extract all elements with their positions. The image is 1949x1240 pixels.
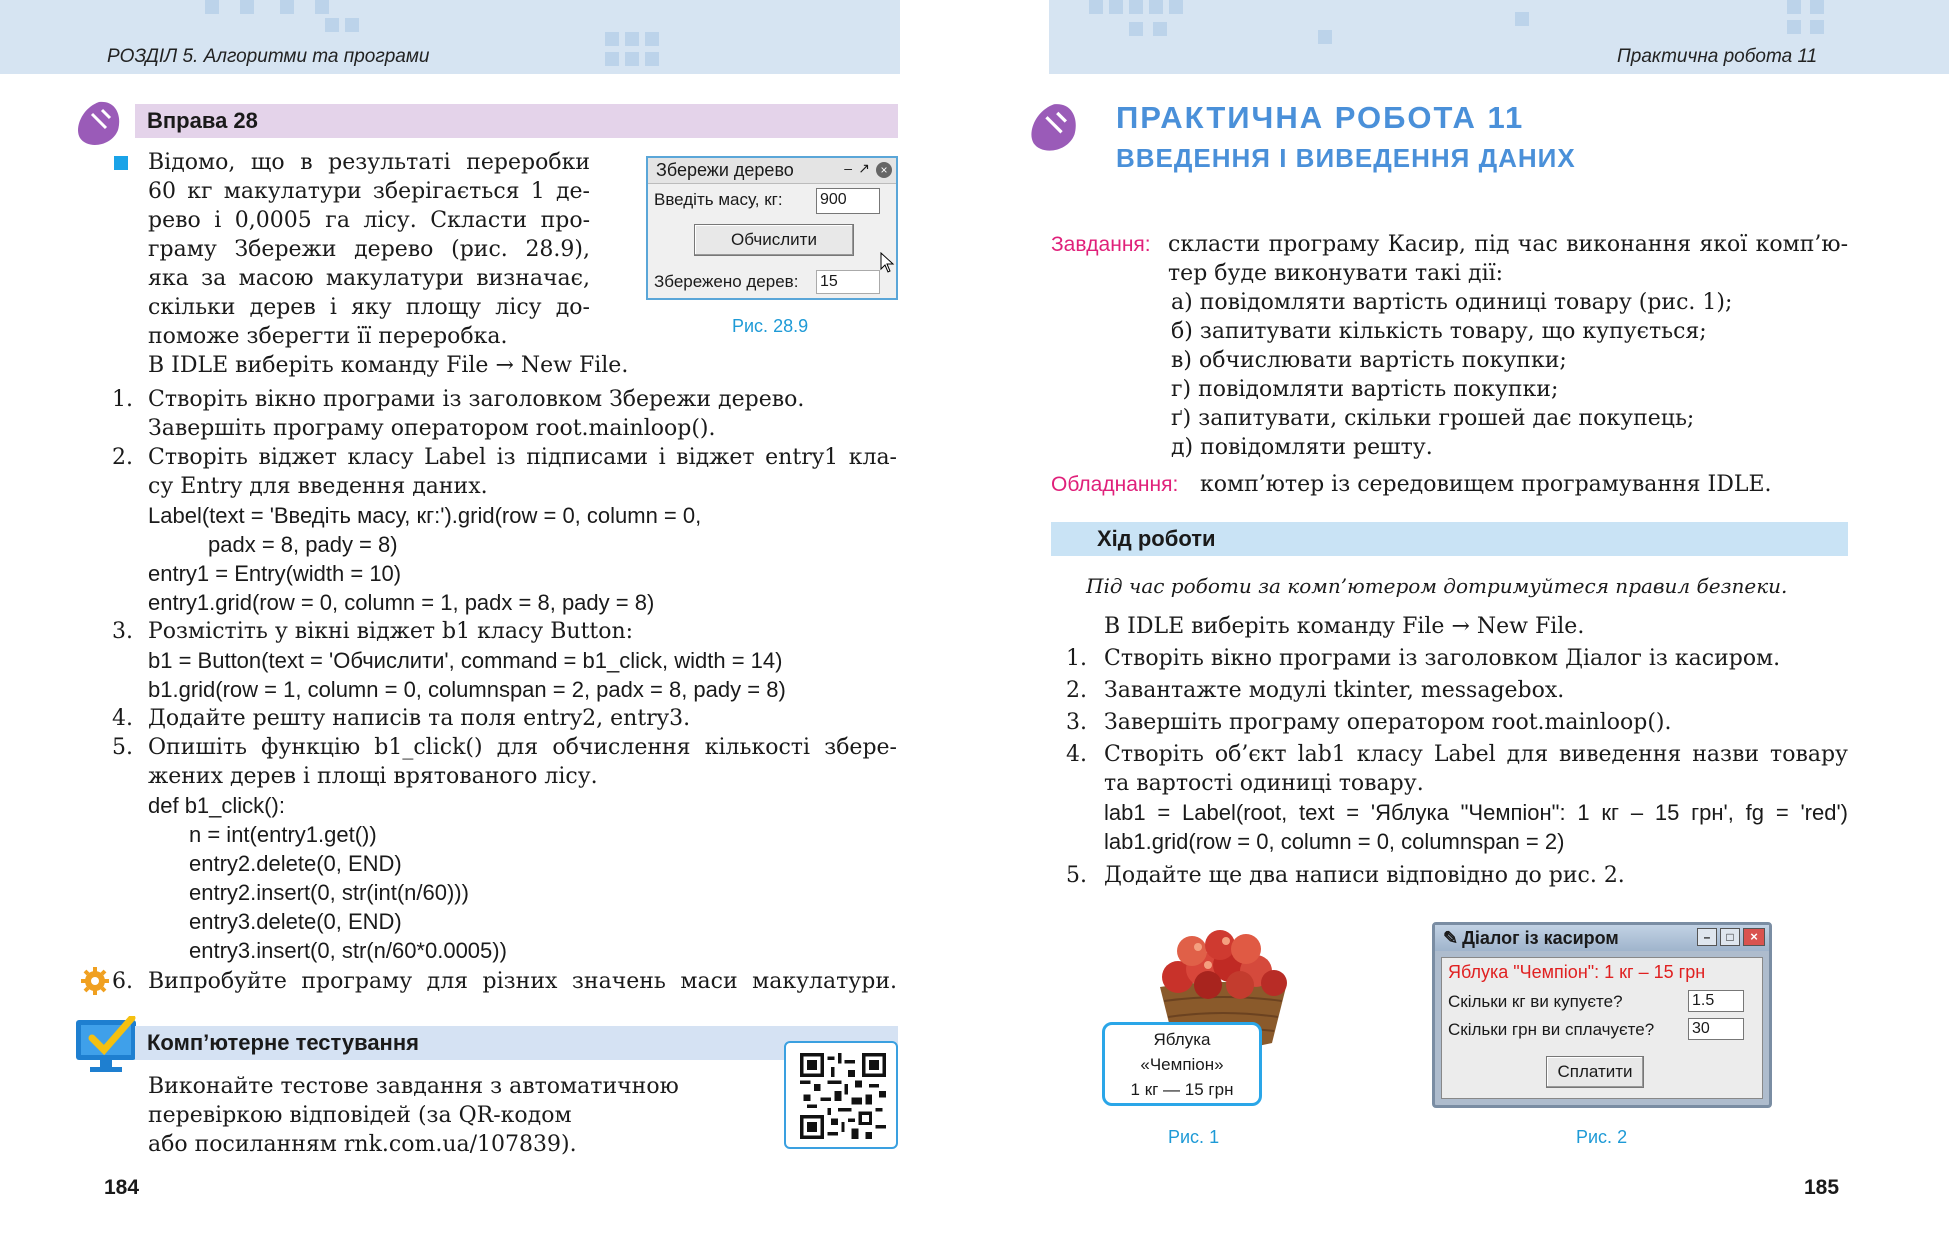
feather-icon: ✎ bbox=[1443, 927, 1459, 948]
equipment-text: комп’ютер із середовищем програмування IDLE. bbox=[1200, 472, 1772, 497]
close-icon[interactable]: × bbox=[1743, 928, 1765, 946]
exercise-intro: Відомо, що в результаті переробки 60 кг макулатури зберігається 1 де- рево і 0,0005 га лісу. Скласти про- граму Збережи дерево (рис. 28.9), яка за масою макулатури визначає, скільки дерев і яку площу лісу до- поможе зберегти її переробка. В IDLE виберіть команду File → New File. bbox=[148, 150, 629, 378]
step-number: 1. bbox=[112, 387, 133, 412]
qr-code[interactable] bbox=[784, 1041, 898, 1149]
code-line: padx = 8, pady = 8) bbox=[208, 532, 398, 557]
step-number: 2. bbox=[1066, 678, 1087, 703]
testing-title: Комп’ютерне тестування bbox=[135, 1026, 898, 1060]
dialog-body bbox=[1441, 957, 1763, 1099]
step-2: Створіть віджет класу Label із підписами і віджет entry1 кла- су Entry для введення даних. Label(text = 'Введіть масу, кг:').grid(row = 0, column = 0, padx = 8, pady = 8) entry1 = Entry(width = 10) entry1.grid(row = 0, column = 1, padx = 8, pady = 8) bbox=[148, 445, 897, 615]
step-2-right: Завантажте модулі tkinter, messagebox. bbox=[1104, 678, 1565, 703]
step-number: 5. bbox=[112, 735, 133, 760]
code-line: lab1.grid(row = 0, column = 0, columnspan = 2) bbox=[1104, 829, 1565, 854]
trees-label: Збережено дерев: bbox=[654, 272, 799, 291]
code-line: entry2.delete(0, END) bbox=[189, 851, 402, 876]
running-head-left: РОЗДІЛ 5. Алгоритми та програми bbox=[107, 46, 430, 67]
mouse-icon bbox=[1027, 100, 1081, 156]
dialog-title: Діалог із касиром bbox=[1462, 927, 1619, 948]
window-titlebar bbox=[648, 158, 896, 184]
code-line: entry3.delete(0, END) bbox=[189, 909, 402, 934]
practical-title: ПРАКТИЧНА РОБОТА 11 bbox=[1116, 100, 1525, 135]
figure-caption-2: Рис. 2 bbox=[1576, 1127, 1628, 1147]
bullet-square bbox=[114, 156, 128, 170]
step-1: Створіть вікно програми із заголовком Збережи дерево. Завершіть програму оператором root.mainloop(). bbox=[148, 387, 805, 441]
code-line: Label(text = 'Введіть масу, кг:').grid(row = 0, column = 0, bbox=[148, 503, 702, 528]
step-number: 3. bbox=[112, 619, 133, 644]
dialog-titlebar bbox=[1435, 925, 1769, 951]
page-number-left: 184 bbox=[104, 1176, 140, 1199]
code-line: entry1.grid(row = 0, column = 1, padx = 8, pady = 8) bbox=[148, 590, 655, 615]
code-line: entry2.insert(0, str(int(n/60))) bbox=[189, 880, 469, 905]
mouse-icon bbox=[74, 98, 124, 150]
save-tree-window bbox=[646, 156, 898, 300]
payment-label: Скільки грн ви сплачуєте? bbox=[1448, 1020, 1655, 1039]
step-number: 4. bbox=[1066, 742, 1087, 767]
step-4: Додайте решту написів та поля entry2, entry3. bbox=[148, 706, 691, 731]
step-number: 1. bbox=[1066, 646, 1087, 671]
equipment-label: Обладнання: bbox=[1051, 473, 1179, 496]
restore-icon[interactable]: ↗ bbox=[858, 160, 870, 176]
code-line: b1 = Button(text = 'Обчислити', command = b1_click, width = 14) bbox=[148, 648, 783, 673]
minimize-icon[interactable]: – bbox=[1697, 928, 1717, 946]
maximize-icon[interactable]: □ bbox=[1720, 928, 1740, 946]
code-line: entry1 = Entry(width = 10) bbox=[148, 561, 402, 586]
step-number: 6. bbox=[112, 969, 133, 994]
task-text: скласти програму Касир, під час виконання якої комп’ю- тер буде виконувати такі дії: а) повідомляти вартість одиниці товару (рис. 1); б) запитувати кількість товару, що купується; в) обчислювати вартість покупки; г) повідомляти вартість покупки; ґ) запитувати, скільки грошей дає покупець; д) повідомляти решту. bbox=[1168, 232, 1848, 460]
step-number: 5. bbox=[1066, 863, 1087, 888]
progress-title: Хід роботи bbox=[1051, 522, 1848, 556]
step-number: 3. bbox=[1066, 710, 1087, 735]
step-3-right: Завершіть програму оператором root.mainloop(). bbox=[1104, 710, 1672, 735]
testing-text: Виконайте тестове завдання з автоматичною перевіркою відповідей (за QR-кодом або посиланням rnk.com.ua/107839). bbox=[148, 1074, 679, 1157]
mass-input[interactable]: 900 bbox=[816, 188, 880, 214]
figure-caption-28-9: Рис. 28.9 bbox=[732, 316, 809, 336]
monitor-check-icon bbox=[74, 1016, 142, 1074]
code-line: def b1_click(): bbox=[148, 793, 285, 818]
code-line: lab1 = Label(root, text = 'Яблука "Чемпіон": 1 кг – 15 грн', fg = 'red') bbox=[1104, 800, 1848, 825]
payment-input[interactable]: 30 bbox=[1688, 1018, 1744, 1040]
safety-note: Під час роботи за комп’ютером дотримуйтеся правил безпеки. bbox=[1086, 574, 1788, 598]
mass-label: Введіть масу, кг: bbox=[654, 190, 783, 209]
task-label: Завдання: bbox=[1051, 233, 1151, 256]
running-head-right: Практична робота 11 bbox=[1617, 46, 1818, 67]
minimize-icon[interactable]: – bbox=[844, 160, 852, 176]
apple-price-tag: Яблука «Чемпіон» 1 кг — 15 грн bbox=[1102, 1022, 1262, 1106]
price-label: Яблука "Чемпіон": 1 кг – 15 грн bbox=[1448, 962, 1706, 982]
step-number: 4. bbox=[112, 706, 133, 731]
close-icon[interactable]: × bbox=[876, 162, 892, 178]
idle-line-right: В IDLE виберіть команду File → New File. bbox=[1104, 614, 1585, 639]
code-line: n = int(entry1.get()) bbox=[189, 822, 377, 847]
step-1-right: Створіть вікно програми із заголовком Діалог із касиром. bbox=[1104, 646, 1781, 671]
cashier-dialog-window bbox=[1432, 922, 1772, 1108]
cursor-icon bbox=[880, 252, 896, 274]
pay-button[interactable]: Сплатити bbox=[1546, 1056, 1644, 1088]
step-5-right: Додайте ще два написи відповідно до рис. 2. bbox=[1104, 863, 1625, 888]
window-title: Збережи дерево bbox=[656, 160, 794, 180]
gear-icon bbox=[80, 966, 110, 996]
code-line: entry3.insert(0, str(n/60*0.0005)) bbox=[189, 938, 507, 963]
practical-subtitle: ВВЕДЕННЯ І ВИВЕДЕННЯ ДАНИХ bbox=[1116, 143, 1576, 173]
exercise-title: Вправа 28 bbox=[135, 104, 898, 138]
calculate-button[interactable]: Обчислити bbox=[694, 224, 854, 256]
code-line: b1.grid(row = 1, column = 0, columnspan = 2, padx = 8, pady = 8) bbox=[148, 677, 786, 702]
step-3: Розмістіть у вікні віджет b1 класу Button: b1 = Button(text = 'Обчислити', command = b1_click, width = 14) b1.grid(row = 1, column = 0, columnspan = 2, padx = 8, pady = 8) bbox=[148, 619, 786, 702]
step-number: 2. bbox=[112, 445, 133, 470]
page-number-right: 185 bbox=[1804, 1176, 1840, 1199]
trees-output[interactable]: 15 bbox=[816, 270, 880, 294]
step-4-right: Створіть об’єкт lab1 класу Label для виведення назви товару та вартості одиниці товару. lab1 = Label(root, text = 'Яблука "Чемпіон": 1 кг – 15 грн', fg = 'red') lab1.grid(row = 0, column = 0, columnspan = 2) bbox=[1104, 742, 1848, 854]
qr-code-image bbox=[800, 1053, 886, 1139]
quantity-label: Скільки кг ви купуєте? bbox=[1448, 992, 1623, 1011]
figure-caption-1: Рис. 1 bbox=[1168, 1127, 1220, 1147]
quantity-input[interactable]: 1.5 bbox=[1688, 990, 1744, 1012]
step-6: Випробуйте програму для різних значень маси макулатури. bbox=[148, 969, 897, 994]
step-5: Опишіть функцію b1_click() для обчислення кількості збере- жених дерев і площі врятованого лісу. def b1_click(): n = int(entry1.get()) entry2.delete(0, END) entry2.insert(0, str(int(n/60))) entry3.delete(0, END) entry3.insert(0, str(n/60*0.0005)) bbox=[148, 735, 897, 963]
